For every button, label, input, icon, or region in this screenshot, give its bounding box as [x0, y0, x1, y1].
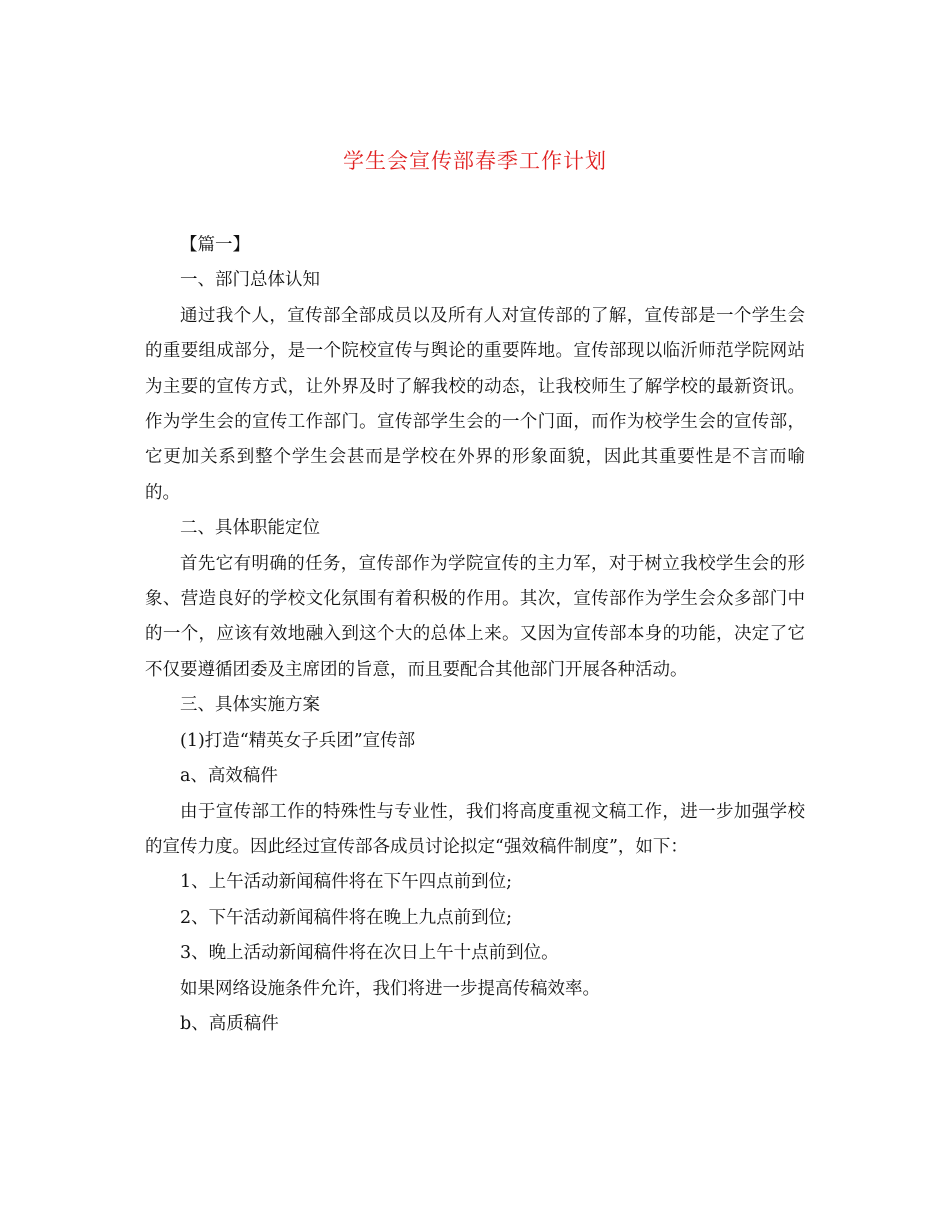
- section-label: 【篇一】: [180, 235, 250, 255]
- rule-item-morning: 1、上午活动新闻稿件将在下午四点前到位;: [180, 872, 513, 893]
- rule-item-evening: 3、晚上活动新闻稿件将在次日上午十点前到位。: [180, 943, 559, 964]
- paragraph-function-positioning: 首先它有明确的任务，宣传部作为学院宣传的主力军，对于树立我校学生会的形象、营造良好的学校文化氛围有着积极的作用。其次，宣传部作为学生会众多部门中的一个，应该有效地融入到这个大的总体上来。又因为宣传部本身的功能，决定了它不仅要遵循团委及主席团的旨意，而且要配合其他部门开展各种活动。: [145, 553, 805, 680]
- document-title: 学生会宣传部春季工作计划: [343, 149, 607, 173]
- item-efficient-manuscripts: a、高效稿件: [180, 766, 278, 787]
- paragraph-network-condition: 如果网络设施条件允许，我们将进一步提高传稿效率。: [180, 978, 600, 999]
- heading-function-positioning: 二、具体职能定位: [180, 518, 320, 539]
- rule-item-afternoon: 2、下午活动新闻稿件将在晚上九点前到位;: [180, 907, 513, 928]
- subheading-elite-team: (1)打造“精英女子兵团”宣传部: [180, 730, 416, 751]
- heading-overall-understanding: 一、部门总体认知: [180, 270, 320, 291]
- heading-implementation-plan: 三、具体实施方案: [180, 695, 320, 716]
- paragraph-overall-understanding: 通过我个人，宣传部全部成员以及所有人对宣传部的了解，宣传部是一个学生会的重要组成部分，是一个院校宣传与舆论的重要阵地。宣传部现以临沂师范学院网站为主要的宣传方式，让外界及时了解我校的动态，让我校师生了解学校的最新资讯。作为学生会的宣传工作部门。宣传部学生会的一个门面，而作为校学生会的宣传部，它更加关系到整个学生会甚而是学校在外界的形象面貌，因此其重要性是不言而喻的。: [145, 305, 805, 503]
- document-body: [145, 228, 805, 1042]
- item-quality-manuscripts: b、高质稿件: [180, 1013, 279, 1034]
- paragraph-manuscript-system: 由于宣传部工作的特殊性与专业性，我们将高度重视文稿工作，进一步加强学校的宣传力度。因此经过宣传部各成员讨论拟定“强效稿件制度”，如下：: [145, 801, 805, 857]
